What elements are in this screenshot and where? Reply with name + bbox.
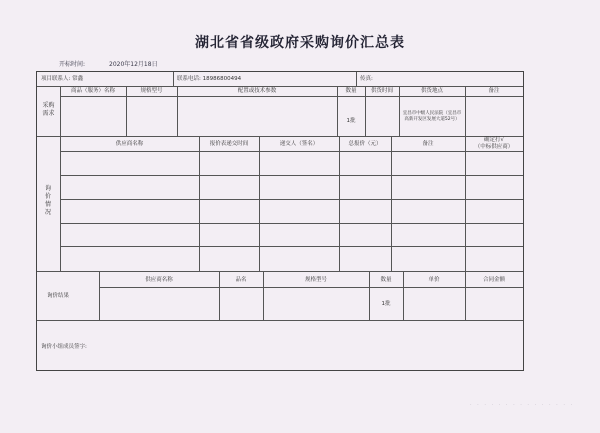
res-header-product: 品名 <box>235 277 247 283</box>
req-header-qty: 数量 <box>345 88 357 94</box>
req-location: 宜昌市中级人民法院（宜昌市高新开发区发展大道52号） <box>402 111 462 122</box>
contact-label: 项目联系人: <box>41 76 71 82</box>
open-time <box>59 59 158 68</box>
req-header-name: 商品（服务）名称 <box>70 88 115 94</box>
res-quantity: 1批 <box>381 301 391 307</box>
inq-header-confirm: 确定打√ <box>483 137 504 143</box>
inq-header-confirm-sub: （中标供应商） <box>474 144 514 150</box>
inq-header-submit-time: 报价表递交时间 <box>209 141 249 147</box>
res-header-contract-amount: 合同金额 <box>482 277 505 283</box>
req-header-config: 配置或技术参数 <box>237 88 277 94</box>
req-header-remark: 备注 <box>488 88 500 94</box>
phone-label: 联系电话: <box>177 76 201 82</box>
req-header-location: 供货地点 <box>420 88 443 94</box>
req-header-time: 供货时间 <box>370 88 393 94</box>
summary-table <box>36 71 524 371</box>
res-header-supplier: 供应商名称 <box>145 277 173 283</box>
inq-header-total: 总报价（元） <box>348 141 382 147</box>
contact-name: 常鑫 <box>72 76 84 82</box>
inq-header-supplier: 供应商名称 <box>115 141 144 147</box>
project-contact <box>41 76 83 83</box>
page-title: 湖北省省级政府采购询价汇总表 <box>195 35 405 51</box>
res-header-unit-price: 单价 <box>428 277 440 283</box>
fax-label: 传真: <box>360 76 373 82</box>
requirement-section-label: 采购需求 <box>42 102 55 117</box>
req-quantity: 1批 <box>346 118 356 124</box>
res-header-qty: 数量 <box>380 277 392 283</box>
result-section-label: 询价结果 <box>47 293 70 299</box>
inquiry-section-label: 询价情况 <box>44 185 51 216</box>
res-header-spec: 规格型号 <box>304 277 327 283</box>
signature-label: 询价小组成员签字: <box>41 344 87 350</box>
project-phone <box>177 76 241 83</box>
open-time-value: 2020年12月18日 <box>109 61 158 68</box>
inq-header-remark: 备注 <box>422 141 434 147</box>
inq-header-submitter: 递交人（签名） <box>279 141 319 147</box>
phone-value: 18986800494 <box>202 76 242 82</box>
open-time-label: 开标时间: <box>59 61 86 68</box>
req-header-spec: 规格型号 <box>140 88 163 94</box>
scan-noise: · · · · · · · · · · · · · · · <box>470 402 575 408</box>
